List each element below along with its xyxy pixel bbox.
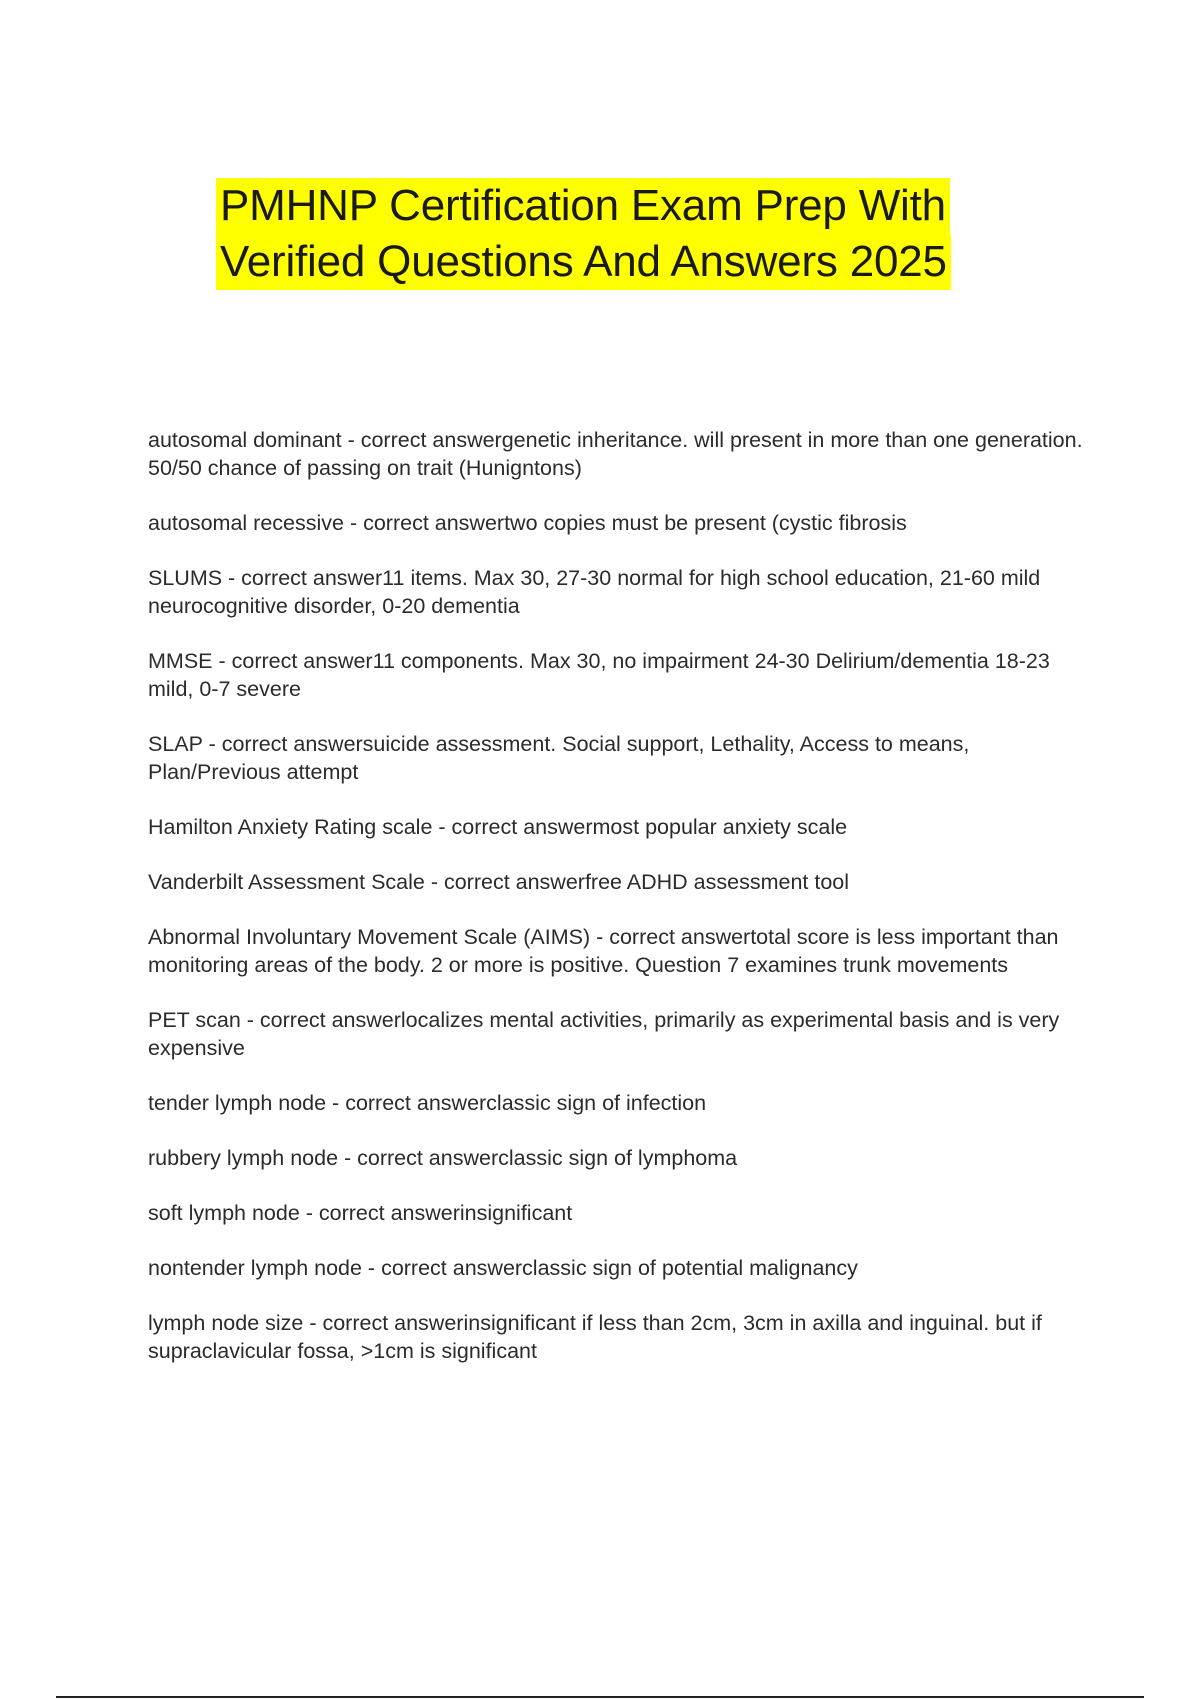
qa-entry: autosomal recessive - correct answertwo copies must be present (cystic fibrosis	[148, 511, 907, 535]
title-line-2: Verified Questions And Answers 2025	[216, 234, 951, 290]
qa-entry: Abnormal Involuntary Movement Scale (AIMS) - correct answertotal score is less important than monitoring areas of the body. 2 or more is positive. Question 7 examines trunk movements	[148, 925, 1059, 977]
qa-entry: autosomal dominant - correct answergenetic inheritance. will present in more than one generation. 50/50 chance of passing on trait (Hunigntons)	[148, 428, 1083, 480]
page-bottom-divider	[56, 1696, 1144, 1698]
qa-entry: rubbery lymph node - correct answerclassic sign of lymphoma	[148, 1146, 738, 1170]
document-title	[216, 178, 1020, 290]
qa-entry: lymph node size - correct answerinsignificant if less than 2cm, 3cm in axilla and inguinal. but if supraclavicular fossa, >1cm is significant	[148, 1311, 1042, 1363]
qa-entry: PET scan - correct answerlocalizes mental activities, primarily as experimental basis and is very expensive	[148, 1008, 1060, 1060]
qa-entry: soft lymph node - correct answerinsignificant	[148, 1201, 573, 1225]
qa-list	[148, 426, 1088, 1392]
qa-entry: tender lymph node - correct answerclassic sign of infection	[148, 1091, 707, 1115]
qa-entry: SLUMS - correct answer11 items. Max 30, 27-30 normal for high school education, 21-60 mild neurocognitive disorder, 0-20 dementia	[148, 566, 1041, 618]
qa-entry: nontender lymph node - correct answerclassic sign of potential malignancy	[148, 1256, 858, 1280]
qa-entry: Vanderbilt Assessment Scale - correct answerfree ADHD assessment tool	[148, 870, 850, 894]
title-line-1: PMHNP Certification Exam Prep With	[216, 178, 950, 234]
qa-entry: MMSE - correct answer11 components. Max 30, no impairment 24-30 Delirium/dementia 18-23 mild, 0-7 severe	[148, 649, 1050, 701]
qa-entry: Hamilton Anxiety Rating scale - correct answermost popular anxiety scale	[148, 815, 848, 839]
qa-entry: SLAP - correct answersuicide assessment. Social support, Lethality, Access to means, Plan/Previous attempt	[148, 732, 970, 784]
